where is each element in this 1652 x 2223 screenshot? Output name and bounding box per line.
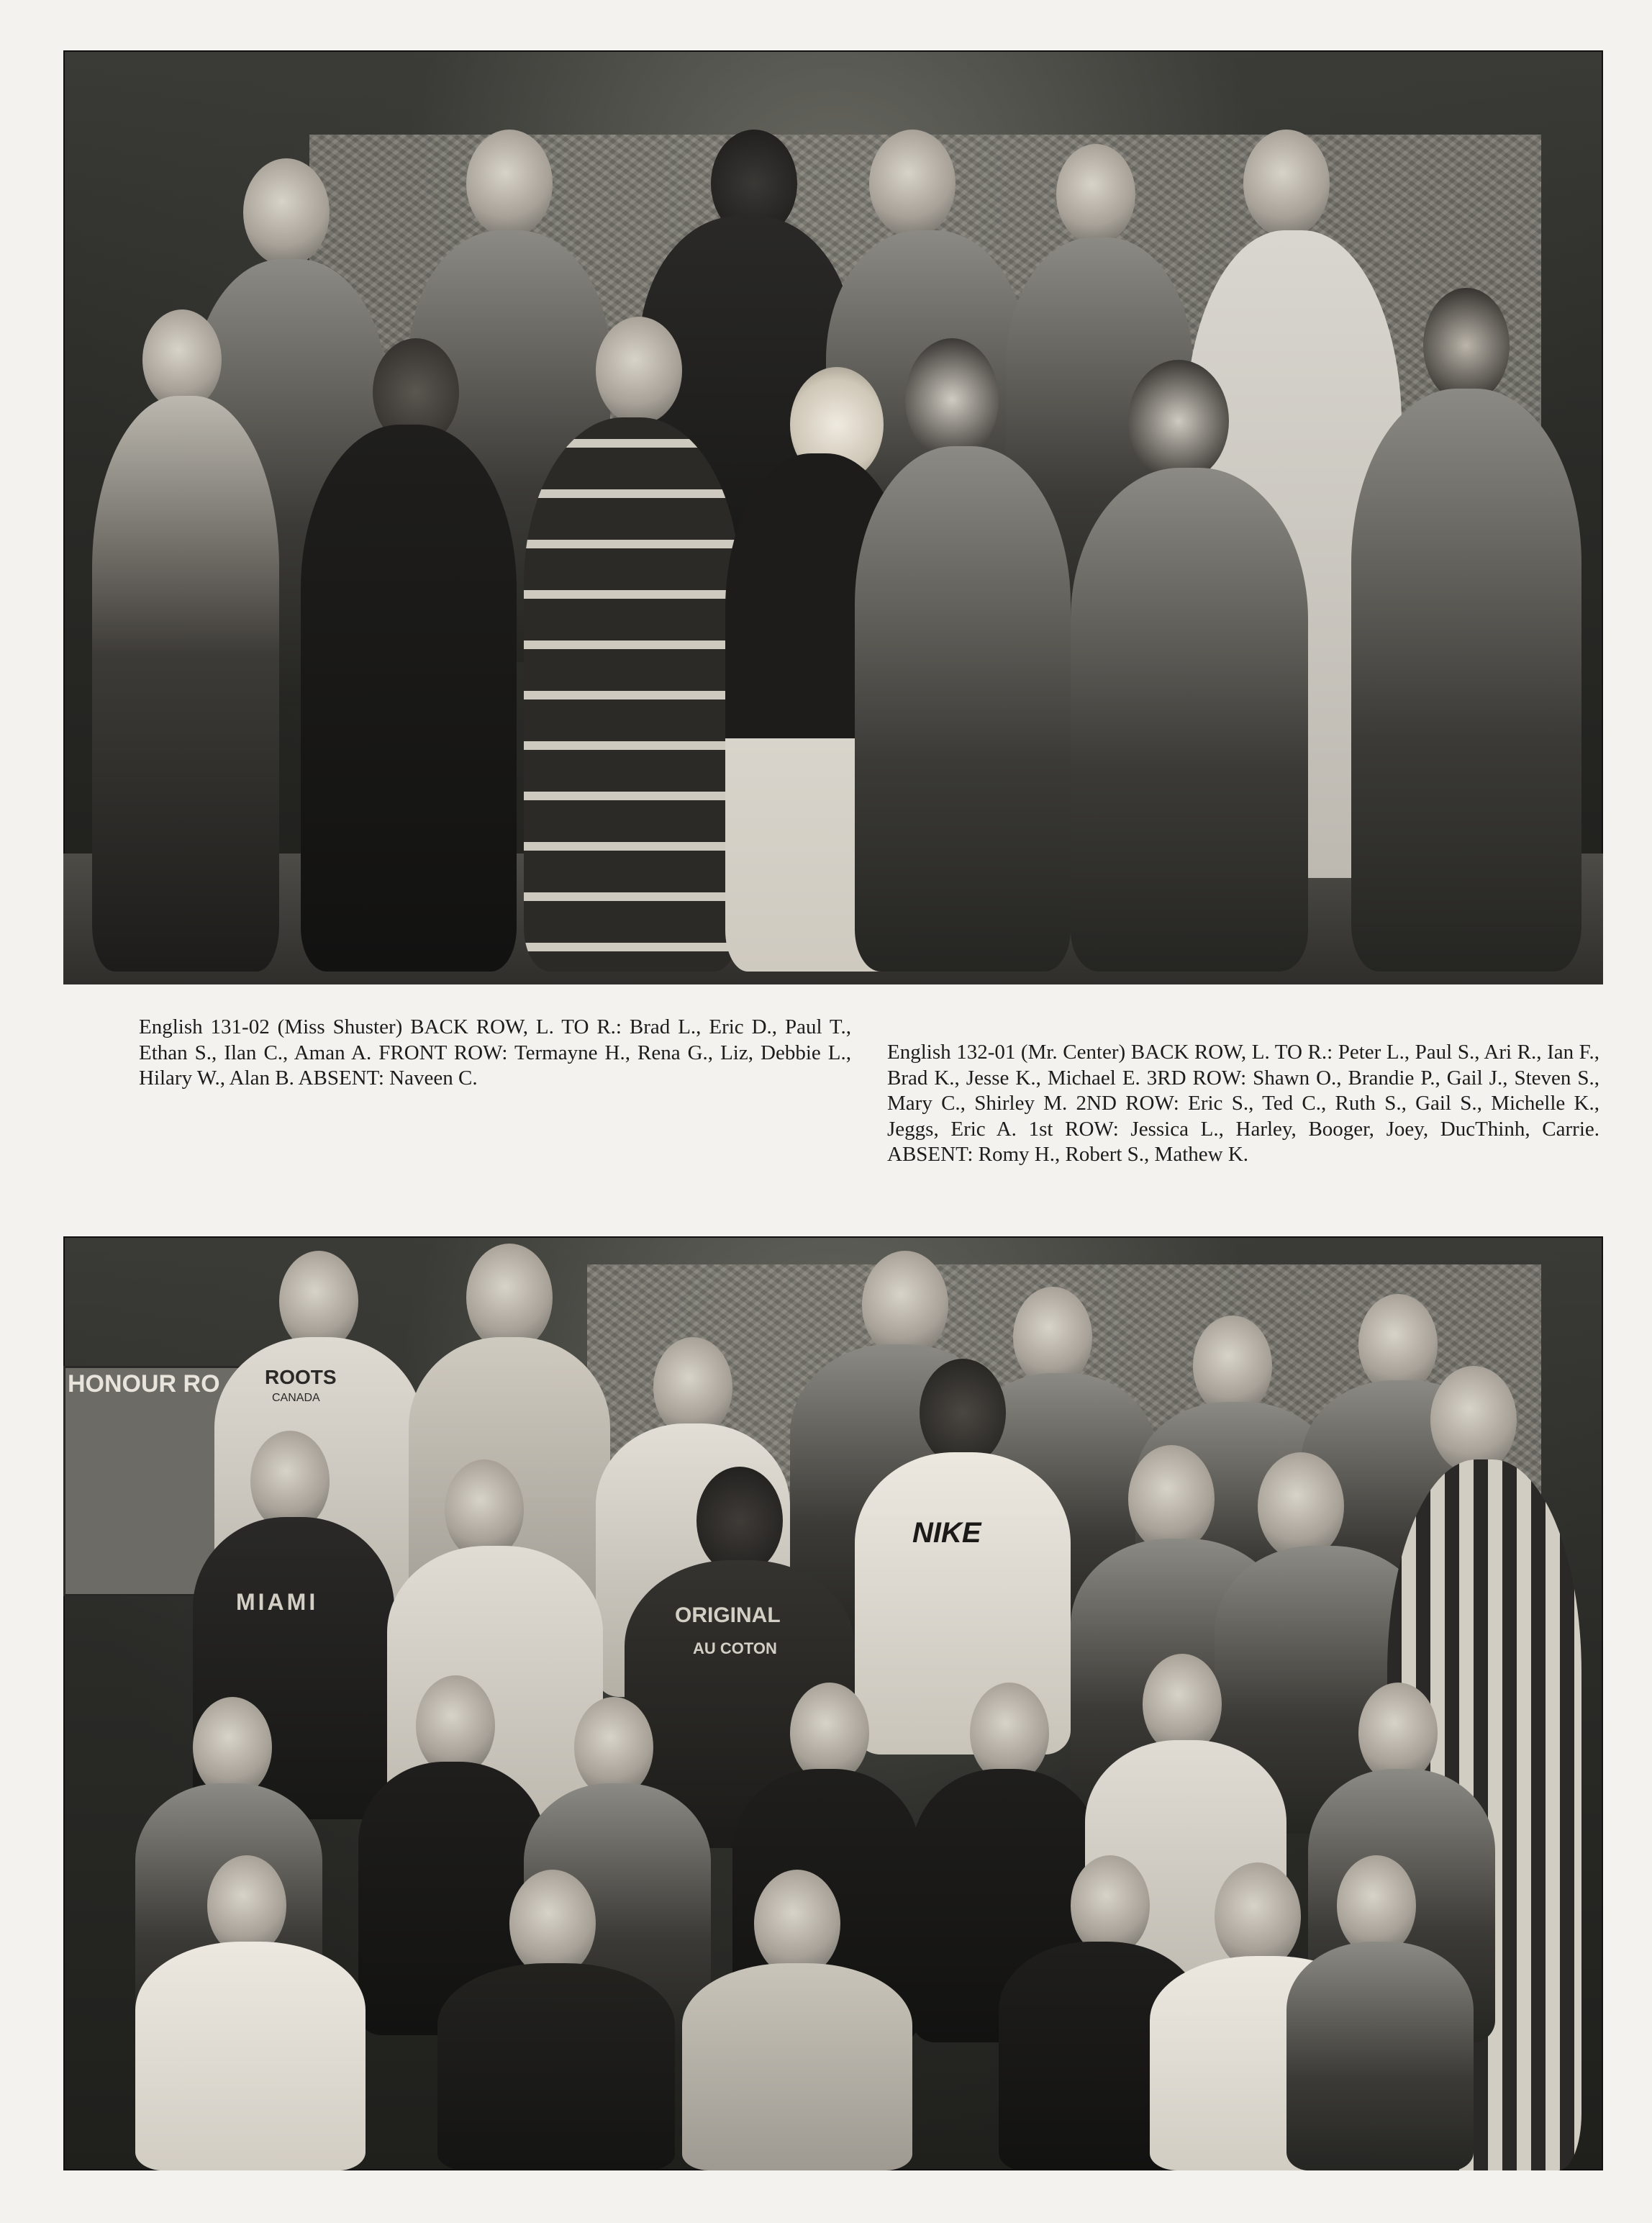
student-head (653, 1337, 732, 1438)
student-head (445, 1459, 524, 1560)
student-head (1056, 144, 1135, 245)
student-figure (1071, 468, 1308, 972)
student-head (1143, 1654, 1222, 1755)
student-head (243, 158, 330, 266)
student-head (596, 317, 682, 425)
student-head (1258, 1452, 1344, 1560)
student-head (1215, 1862, 1301, 1970)
student-figure (135, 1942, 366, 2170)
student-head (1193, 1316, 1272, 1416)
roots-shirt-text: ROOTS (265, 1366, 337, 1388)
student-head (250, 1431, 330, 1531)
student-figure (1286, 1942, 1474, 2170)
student-head (1243, 130, 1330, 237)
class-photo-english-132-01 (63, 1236, 1603, 2170)
student-head (1128, 1445, 1215, 1553)
student-head (193, 1697, 272, 1798)
student-figure (524, 417, 740, 972)
student-head (466, 130, 553, 237)
student-head (862, 1251, 948, 1359)
student-head (1071, 1855, 1150, 1956)
student-head (279, 1251, 358, 1352)
student-head (574, 1697, 653, 1798)
honour-roll-sign-text: HONOUR RO (68, 1370, 220, 1398)
student-head (416, 1675, 495, 1776)
student-head (1337, 1855, 1416, 1956)
caption-english-131-02: English 131-02 (Miss Shuster) BACK ROW, L. TO R.: Brad L., Eric D., Paul T., Ethan S., Ilan C., Aman A. FRONT ROW: Termayne H., Rena G., Liz, Debbie L., Hilary W., Alan B. ABSENT: Naveen C. (139, 1015, 851, 1090)
student-head (754, 1870, 840, 1978)
nike-shirt-text: NIKE (912, 1517, 981, 1549)
student-head (905, 338, 999, 461)
student-figure (682, 1963, 912, 2170)
teacher-head (142, 309, 222, 410)
student-head (1423, 288, 1510, 403)
student-head (869, 130, 956, 237)
student-figure (855, 446, 1071, 972)
teacher-head (1430, 1366, 1517, 1474)
au-coton-shirt-text: AU COTON (693, 1639, 777, 1657)
original-shirt-text: ORIGINAL (675, 1603, 781, 1627)
canada-shirt-text: CANADA (272, 1392, 320, 1404)
student-figure (1351, 389, 1581, 972)
student-head (509, 1870, 596, 1978)
student-figure (301, 425, 517, 972)
teacher-figure (92, 396, 279, 972)
student-head (790, 1683, 869, 1783)
student-head (920, 1359, 1006, 1467)
student-head (207, 1855, 286, 1956)
student-head (1358, 1683, 1438, 1783)
caption-english-132-01: English 132-01 (Mr. Center) BACK ROW, L. TO R.: Peter L., Paul S., Ari R., Ian F., Brad K., Jesse K., Michael E. 3RD ROW: Shawn O., Brandie P., Gail J., Steven S., Mary C., Shirley M. 2ND ROW: Eric S., Ted C., Ruth S., Gail S., Michelle K., Jeggs, Eric A. 1st ROW: Jessica L., Harley, Booger, Joey, DucThinh, Carrie. ABSENT: Romy H., Robert S., Mathew K. (887, 1041, 1599, 1166)
student-head (696, 1467, 783, 1575)
student-head (970, 1683, 1049, 1783)
student-head (1128, 360, 1229, 482)
student-head (1358, 1294, 1438, 1395)
miami-shirt-text: MIAMI (236, 1589, 319, 1615)
class-photo-english-131-02 (63, 50, 1603, 984)
student-head (1013, 1287, 1092, 1387)
student-figure (437, 1963, 675, 2170)
student-head (466, 1244, 553, 1352)
